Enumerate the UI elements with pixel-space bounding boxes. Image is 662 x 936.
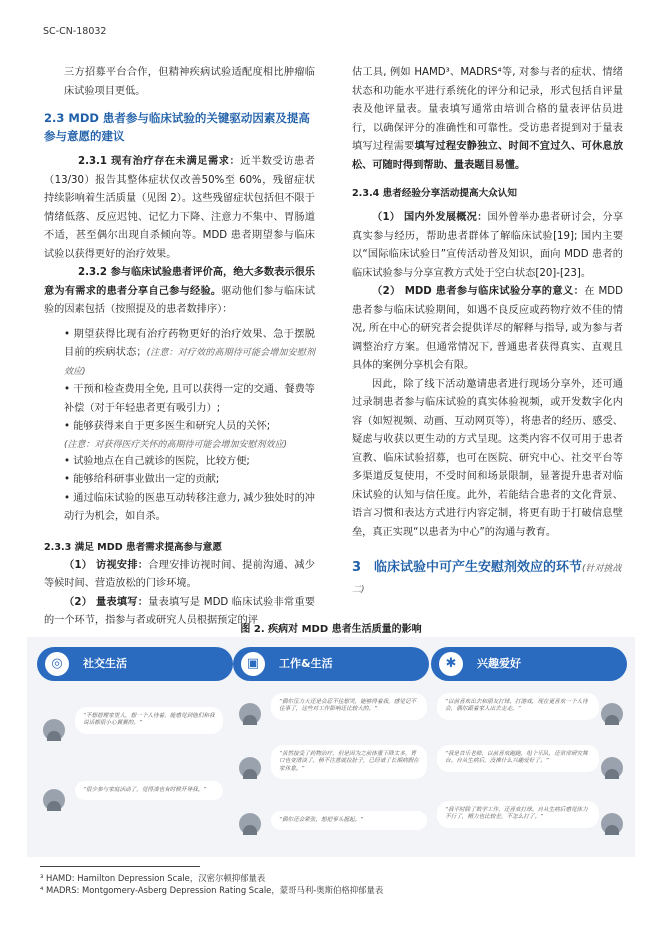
driver-list [44, 326, 315, 527]
card-social-life [37, 647, 233, 793]
avatar [601, 813, 623, 835]
list-item-text: • 期望获得比现有治疗药物更好的治疗效果、急于摆脱目前的疾病状态； [64, 328, 315, 358]
quote-bubble: “偶尔还会紧张，想把事头握起。” [271, 811, 427, 830]
briefcase-icon: ▣ [241, 652, 265, 676]
card-work-life [233, 647, 429, 823]
list-item-note: (注意：对疗效的高期待可能会增加安慰剂效应) [64, 348, 316, 377]
intro-text: 三方招募平台合作，但精神疾病试验适配度相比肿瘤临床试验项目更低。 [64, 67, 315, 97]
s233-para-1 [44, 557, 315, 594]
significance-label: （2） MDD 患者参与临床试验分享的意义： [372, 286, 585, 297]
footnote-4: ⁴ MADRS: Montgomery-Asberg Depression Rating Scale，蒙哥马利-奥斯伯格抑郁量表 [40, 885, 384, 895]
avatar [601, 703, 623, 725]
avatar [239, 813, 261, 835]
puzzle-icon: ✱ [439, 652, 463, 676]
right-column [352, 64, 623, 596]
card-label: 社交生活 [83, 657, 127, 670]
section-2-3-1 [44, 153, 315, 264]
avatar [43, 719, 65, 741]
s232-text: 驱动他们参与临床试验的因素包括（按照提及的患者数排序）： [44, 285, 316, 315]
avatar [239, 703, 261, 725]
development-text: 国外曾举办患者研讨会，分享真实参与经历，帮助患者群体了解临床试验[19]; 国内主要以“国际临床试验日”宣传活动普及知识，面向 MDD 患者的临床试验参与分享宣教方式处于空白状态[20]-[23]。 [352, 212, 624, 279]
section-3-number: 3 [352, 560, 362, 575]
footnote-rule [40, 866, 200, 867]
figure-2 [27, 637, 635, 857]
section-3-heading [352, 556, 623, 596]
development-paragraph [352, 209, 623, 283]
quote-bubble: “以前喜欢出去和朋友打球、打游戏，现在更喜欢一个人待会，偶尔跟着家人出去走走。” [437, 693, 599, 720]
list-item: • 通过临床试验的医患互动转移注意力, 减少独处时的冲动行为机会，如自杀。 [64, 492, 315, 522]
section-3-title: 临床试验中可产生安慰剂效应的环节 [374, 560, 583, 575]
quote-bubble: “偶尔压力大还是会忍不住想哭，能够得着我，感觉记不住事了，这些对工作影响还比较大的。” [271, 693, 427, 720]
quote-bubble: “很少参与家庭活动了，觉得凑也有时候开导我。” [75, 781, 223, 800]
s233-p2-label: （2） 量表填写： [64, 596, 149, 608]
left-column [44, 64, 315, 631]
quote-bubble: “不想搭理家里人，想一个人待着，能感觉到他们和我说话都很小心翼翼的。” [75, 707, 223, 734]
list-item: • 能够给科研事业做出一定的贡献; [64, 474, 220, 485]
section-2-3-3-title: 2.3.3 满足 MDD 患者需求提高参与意愿 [44, 541, 222, 553]
quote-bubble: “我是音乐老师，以前喜欢跑跑，组个乐队，还常常研究舞台。自从生病后，没推什么兴趣爱好了。” [437, 745, 599, 772]
list-item [64, 326, 315, 382]
scale-bold-text: 填写过程安静独立、时间不宜过久、可休息放松、可随时得到帮助、量表题目易懂。 [352, 141, 624, 171]
card-label: 兴趣爱好 [477, 657, 521, 670]
footnote-3: ³ HAMD: Hamilton Depression Scale，汉密尔顿抑郁量表 [40, 873, 266, 883]
card-header [431, 647, 627, 681]
scale-text: 估工具, 例如 HAMD³、MADRS⁴等, 对参与者的症状、情绪状态和功能水平进行系统化的评分和记录，形式包括自评量表及他评量表。量表填写通常由培训合格的量表评估员进行，以确保评分的准确性和可靠性。受访患者提到对于量表填写过程需要 [352, 67, 623, 152]
document-code: SC-CN-18032 [43, 26, 107, 37]
card-header [233, 647, 429, 681]
quote-bubble: “虽然接受了药物治疗，但是因为之前体重下降太多，胃口也变清淡了，稍不注意就拉肚子，已经请了长期病假在家休息。” [271, 745, 427, 779]
quote-bubble: “我平时除了数学工作，还喜欢打球。自从生病后感觉体力不行了，精力也比较差，不怎么打了。” [437, 801, 599, 828]
card-hobbies [431, 647, 627, 821]
scale-paragraph [352, 64, 623, 175]
list-item-note: (注意：对获得医疗关怀的高期待可能会增加安慰剂效应) [64, 439, 288, 450]
list-item: • 能够获得来自于更多医生和研究人员的关怀; [64, 421, 271, 432]
section-3-note: (针对挑战二) [352, 564, 622, 595]
avatar [601, 757, 623, 779]
s233-p1-text: 合理安排访视时间、提前沟通、减少等候时间、营造放松的门诊环境。 [44, 559, 315, 589]
card-label: 工作&生活 [279, 657, 333, 670]
section-2-3-title: 2.3 MDD 患者参与临床试验的关键驱动因素及提高参与意愿的建议 [44, 111, 310, 143]
s233-p1-label: （1） 访视安排： [64, 559, 149, 571]
significance-text: 在 MDD 患者参与临床试验期间，如遇不良反应或药物疗效不佳的情况, 所在中心的研究者会提供详尽的解释与指导, 或为参与者调整治疗方案。但通常情况下, 普通患者获得真实、直观且具体的案例分享机会有限。 [352, 286, 623, 371]
figure-title: 图 2. 疾病对 MDD 患者生活质量的影响 [240, 624, 422, 635]
section-2-3-2 [44, 264, 315, 320]
section-2-3-4-title: 2.3.4 患者经验分享活动提高大众认知 [352, 188, 517, 199]
s231-text: 近半数受访患者（13/30）报告其整体症状仅改善50%至 60%，残留症状持续影响着生活质量（见图 2）。这些残留症状包括但不限于情绪低落、反应迟钝、记忆力下降、注意力不集中、胃肠道不适，甚至偶尔出现自杀倾向等。MDD 患者期望参与临床试验以获得更好的治疗效果。 [44, 156, 315, 260]
avatar [43, 789, 65, 811]
s231-title: 2.3.1 现有治疗存在未满足需求： [78, 156, 241, 167]
avatar [239, 757, 261, 779]
development-label: （1） 国内外发展概况： [372, 212, 488, 223]
significance-paragraph [352, 283, 623, 376]
card-header [37, 647, 233, 681]
s232-title: 2.3.2 参与临床试验患者评价高，绝大多数表示很乐意为有需求的患者分享自己参与经验。 [44, 267, 315, 297]
list-item: • 试验地点在自己就诊的医院，比较方便; [64, 455, 250, 467]
list-item: • 干预和检查费用全免, 且可以获得一定的交通、餐费等补偿（对于年轻患者更有吸引力）; [64, 384, 315, 414]
digital-content-paragraph: 因此，除了线下活动邀请患者进行现场分享外，还可通过录制患者参与临床试验的真实体验视频，或开发数字化内容（如短视频、动画、互动网页等），将患者的经历、感受、疑虑与收获以更生动的方式呈现。这类内容不仅可用于患者宣教、临床试验招募，也可在医院、研究中心、社交平台等多渠道反复使用，不受时间和场景限制，显著提升患者对临床试验的认知与信任度。此外，若能结合患者的文化背景、语言习惯和表达方式进行内容定制，将更有助于打破信息壁垒，真正实现“以患者为中心”的沟通与教育。 [352, 378, 623, 538]
s233-p2-text: 量表填写是 MDD 临床试验非常重要的一个环节，指参与者或研究人员根据预定的评 [44, 596, 315, 626]
target-icon: ◎ [45, 652, 69, 676]
